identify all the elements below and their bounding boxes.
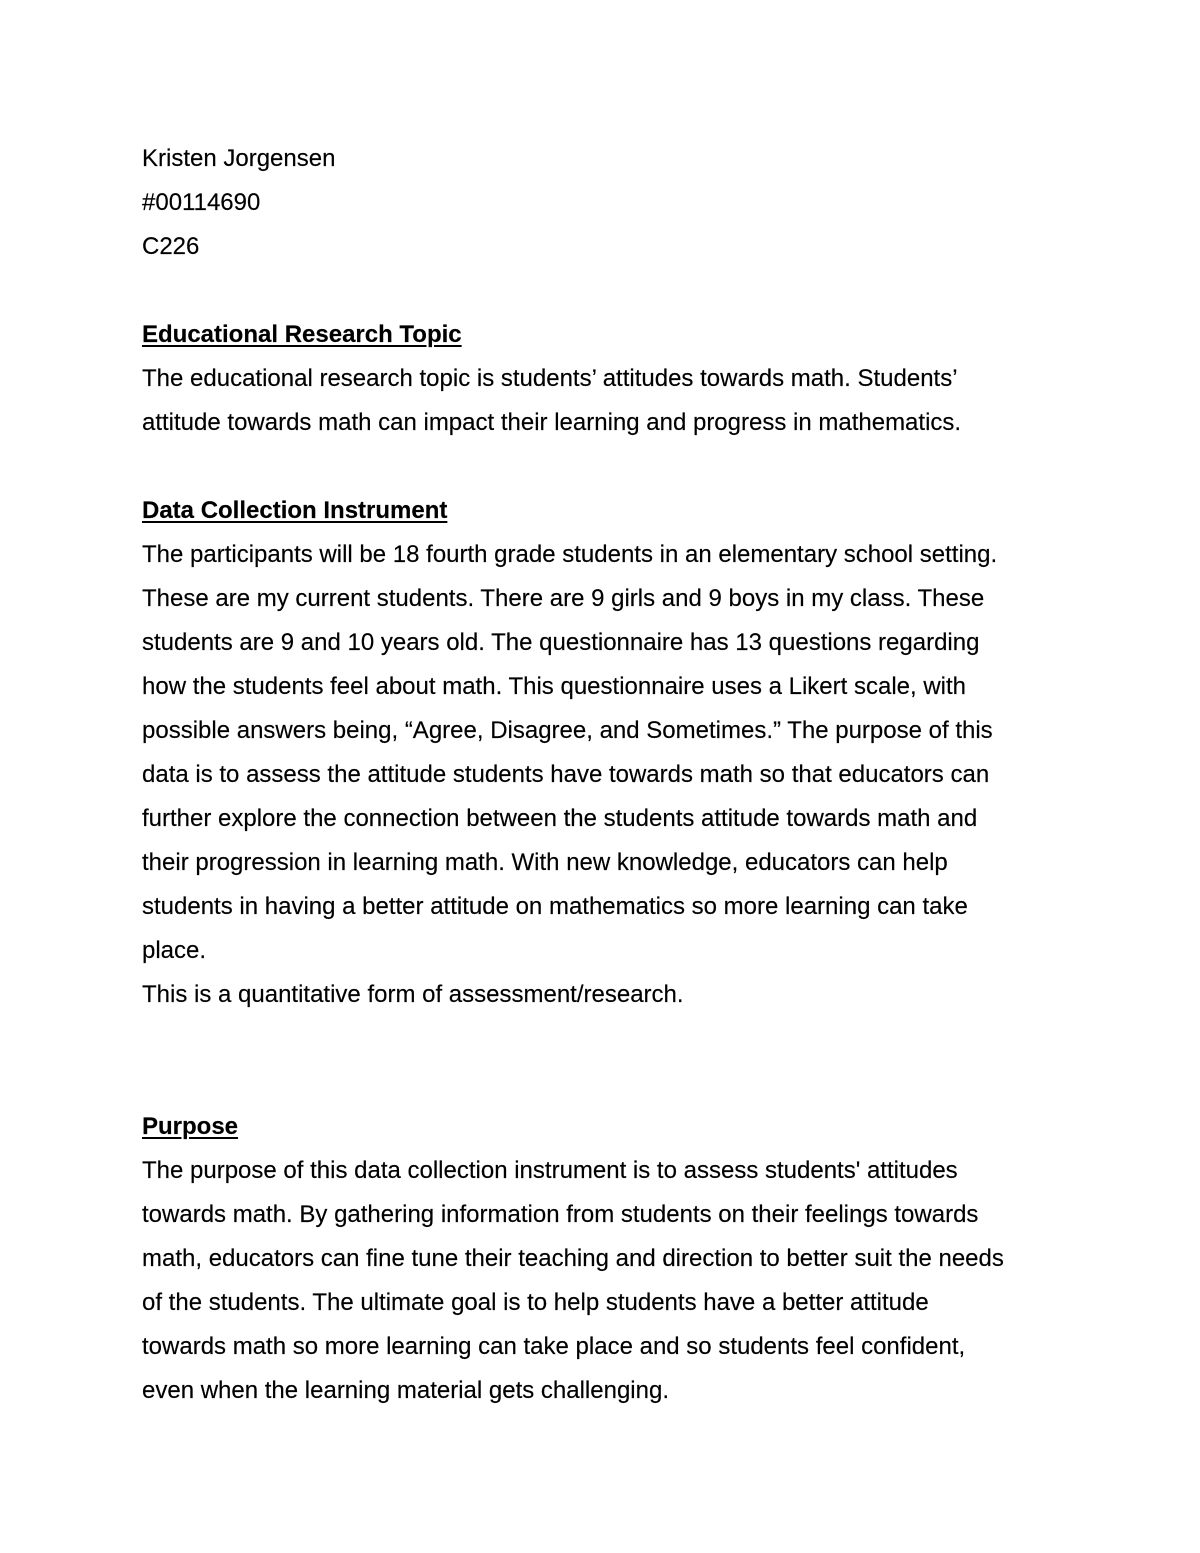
paragraph-line: This is a quantitative form of assessment/research. — [142, 981, 684, 1008]
section-heading-research-topic: Educational Research Topic — [142, 321, 462, 348]
course-code: C226 — [142, 233, 200, 260]
paragraph-line: of the students. The ultimate goal is to help students have a better attitude — [142, 1289, 929, 1316]
paragraph-line: data is to assess the attitude students have towards math so that educators can — [142, 761, 990, 788]
paragraph-line: possible answers being, “Agree, Disagree, and Sometimes.” The purpose of this — [142, 717, 993, 744]
author-name: Kristen Jorgensen — [142, 145, 336, 172]
document-body — [142, 137, 1082, 1413]
paragraph-line: These are my current students. There are 9 girls and 9 boys in my class. These — [142, 585, 985, 612]
paragraph-line: students in having a better attitude on mathematics so more learning can take — [142, 893, 968, 920]
paragraph-line: students are 9 and 10 years old. The questionnaire has 13 questions regarding — [142, 629, 980, 656]
section-heading-data-collection: Data Collection Instrument — [142, 497, 448, 524]
paragraph-line: even when the learning material gets challenging. — [142, 1377, 670, 1404]
paragraph-line: towards math. By gathering information from students on their feelings towards — [142, 1201, 979, 1228]
paragraph-line: The participants will be 18 fourth grade students in an elementary school setting. — [142, 541, 998, 568]
paragraph-line: The purpose of this data collection instrument is to assess students' attitudes — [142, 1157, 958, 1184]
paragraph-line: further explore the connection between the students attitude towards math and — [142, 805, 978, 832]
paragraph-line: The educational research topic is students’ attitudes towards math. Students’ — [142, 365, 958, 392]
paragraph-line: how the students feel about math. This questionnaire uses a Likert scale, with — [142, 673, 967, 700]
spacer — [142, 269, 1082, 313]
spacer — [142, 1017, 1082, 1105]
paragraph-line: their progression in learning math. With new knowledge, educators can help — [142, 849, 948, 876]
paragraph-line: math, educators can fine tune their teaching and direction to better suit the needs — [142, 1245, 1004, 1272]
student-id: #00114690 — [142, 189, 261, 216]
spacer — [142, 445, 1082, 489]
paragraph-line: towards math so more learning can take place and so students feel confident, — [142, 1333, 966, 1360]
paragraph-line: attitude towards math can impact their learning and progress in mathematics. — [142, 409, 962, 436]
paragraph-line: place. — [142, 937, 207, 964]
section-heading-purpose: Purpose — [142, 1113, 239, 1140]
